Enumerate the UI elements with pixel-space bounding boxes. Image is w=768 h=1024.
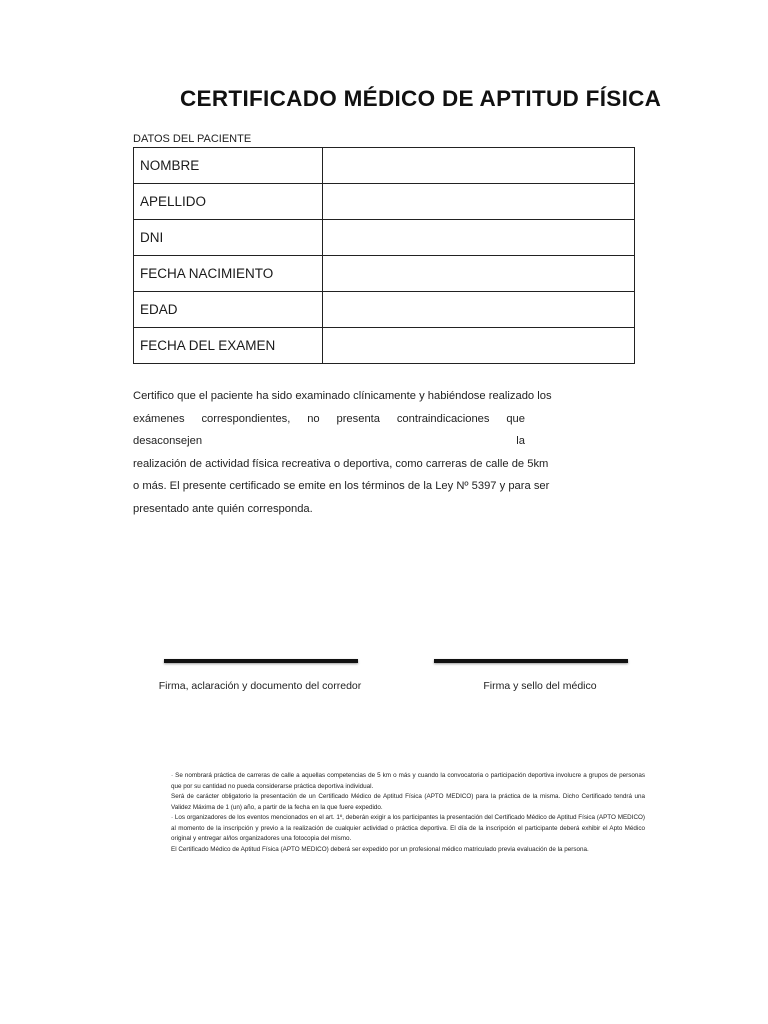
field-value-nombre[interactable] — [323, 148, 635, 184]
field-label-edad: EDAD — [134, 292, 323, 328]
field-value-edad[interactable] — [323, 292, 635, 328]
certification-text — [133, 385, 552, 520]
patient-data-table — [133, 147, 635, 364]
footnote-item: · Los organizadores de los eventos mencionados en el art. 1º, deberán exigir a los participantes la presentación del Certificado Médico de Aptitud Física (APTO MEDICO) al momento de la inscripción y previo a la realización de cualquier actividad o práctica deportiva. El día de la inscripción el participante deberá exhibir el Apto Médico original y entregar al/los organizadores una fotocopia del mismo. — [171, 814, 645, 842]
field-label-apellido: APELLIDO — [134, 184, 323, 220]
table-row — [134, 148, 635, 184]
field-value-dni[interactable] — [323, 220, 635, 256]
certification-line: realización de actividad física recreativa o deportiva, como carreras de calle de 5km — [133, 457, 549, 470]
doctor-signature-line — [434, 659, 628, 663]
table-row — [134, 292, 635, 328]
field-value-apellido[interactable] — [323, 184, 635, 220]
field-label-nombre: NOMBRE — [134, 148, 323, 184]
footnote-item: El Certificado Médico de Aptitud Física (APTO MEDICO) deberá ser expedido por un profesional médico matriculado previa evaluación de la persona. — [171, 845, 589, 853]
field-value-fecha-nacimiento[interactable] — [323, 256, 635, 292]
doctor-signature-caption: Firma y sello del médico — [483, 680, 597, 692]
field-value-fecha-examen[interactable] — [323, 328, 635, 364]
runner-signature-caption: Firma, aclaración y documento del corredor — [158, 680, 362, 692]
legal-footnotes — [133, 771, 645, 855]
footnote-item: · Se nombrará práctica de carreras de calle a aquellas competencias de 5 km o más y cuando la convocatoria o participación deportiva involucre a grupos de personas que por su cantidad no pueda considerarse práctica deportiva individual. — [171, 772, 645, 790]
document-title: CERTIFICADO MÉDICO DE APTITUD FÍSICA — [180, 86, 662, 111]
table-row — [134, 184, 635, 220]
field-label-fecha-nacimiento: FECHA NACIMIENTO — [134, 256, 323, 292]
runner-signature-line — [164, 659, 358, 663]
certification-line: exámenes correspondientes, no presenta contraindicaciones que desaconsejen la — [133, 412, 525, 447]
certification-line: o más. El presente certificado se emite en los términos de la Ley Nº 5397 y para ser — [133, 480, 550, 492]
field-label-dni: DNI — [134, 220, 323, 256]
table-row — [134, 220, 635, 256]
table-row — [134, 256, 635, 292]
patient-section-label: DATOS DEL PACIENTE — [133, 133, 252, 145]
certification-line: Certifico que el paciente ha sido examinado clínicamente y habiéndose realizado los — [133, 390, 552, 402]
footnote-item: Será de carácter obligatorio la presentación de un Certificado Médico de Aptitud Física (APTO MEDICO) para la práctica de la misma. Dicho Certificado tendrá una Validez Máxima de 1 (un) año, a partir de la fecha en la que fuere expedido. — [171, 793, 645, 811]
field-label-fecha-examen: FECHA DEL EXAMEN — [134, 328, 323, 364]
table-row — [134, 328, 635, 364]
certification-line: presentado ante quién corresponda. — [133, 502, 313, 515]
